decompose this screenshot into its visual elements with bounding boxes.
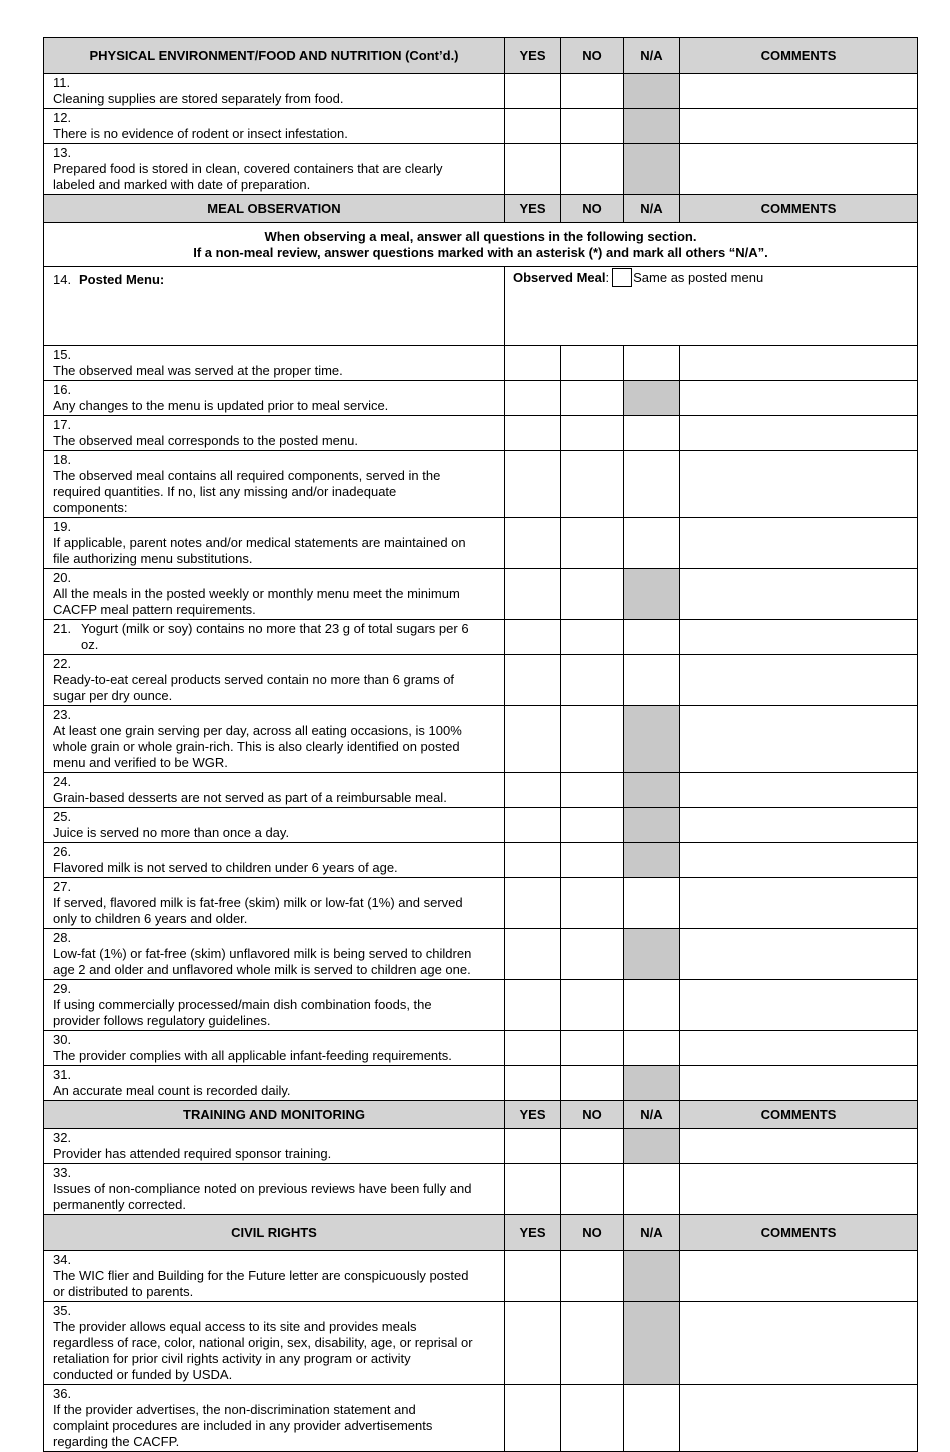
no-cell[interactable] xyxy=(561,1385,624,1452)
section-header-civil-rights xyxy=(44,1215,918,1251)
question-row-12 xyxy=(44,109,918,144)
no-cell[interactable] xyxy=(561,569,624,620)
question-number: 33. xyxy=(53,1165,72,1180)
na-cell[interactable] xyxy=(624,416,680,451)
question-row-22 xyxy=(44,655,918,706)
na-column-header: N/A xyxy=(624,1215,680,1251)
na-cell-shaded xyxy=(624,569,680,620)
question-number: 15. xyxy=(53,347,72,362)
question-number: 32. xyxy=(53,1130,72,1145)
question-row-33 xyxy=(44,1164,918,1215)
na-column-header: N/A xyxy=(624,38,680,74)
section-title: PHYSICAL ENVIRONMENT/FOOD AND NUTRITION (Cont’d.) xyxy=(44,38,505,74)
section-title: CIVIL RIGHTS xyxy=(44,1215,505,1251)
question-row-25 xyxy=(44,808,918,843)
question-number: 21. xyxy=(53,621,72,636)
yes-cell[interactable] xyxy=(505,569,561,620)
question-number: 20. xyxy=(53,570,72,585)
question-text: Flavored milk is not served to children under 6 years of age. xyxy=(53,860,398,875)
comments-cell[interactable] xyxy=(680,843,918,878)
question-row-21 xyxy=(44,620,918,655)
yes-column-header: YES xyxy=(505,1215,561,1251)
no-cell[interactable] xyxy=(561,1031,624,1066)
yes-column-header: YES xyxy=(505,1101,561,1129)
comments-cell[interactable] xyxy=(680,1129,918,1164)
section-header-training-monitoring xyxy=(44,1101,918,1129)
na-cell-shaded xyxy=(624,1251,680,1302)
question-text: If served, flavored milk is fat-free (skim) milk or low-fat (1%) and served only to children 6 years and older. xyxy=(53,895,463,926)
no-cell[interactable] xyxy=(561,655,624,706)
question-row-29 xyxy=(44,980,918,1031)
comments-cell[interactable] xyxy=(680,620,918,655)
na-cell[interactable] xyxy=(624,980,680,1031)
yes-cell[interactable] xyxy=(505,381,561,416)
comments-cell[interactable] xyxy=(680,706,918,773)
yes-cell[interactable] xyxy=(505,655,561,706)
na-cell[interactable] xyxy=(624,1031,680,1066)
no-cell[interactable] xyxy=(561,74,624,109)
question-number: 28. xyxy=(53,930,72,945)
comments-cell[interactable] xyxy=(680,346,918,381)
posted-menu-label: Posted Menu: xyxy=(79,272,165,287)
question-row-32 xyxy=(44,1129,918,1164)
question-number: 24. xyxy=(53,774,72,789)
no-cell[interactable] xyxy=(561,773,624,808)
question-number: 16. xyxy=(53,382,72,397)
posted-menu-field[interactable] xyxy=(44,267,505,346)
no-cell[interactable] xyxy=(561,518,624,569)
question-row-28 xyxy=(44,929,918,980)
question-row-14-posted-menu xyxy=(44,267,918,346)
section-title: TRAINING AND MONITORING xyxy=(44,1101,505,1129)
meal-instructions-row xyxy=(44,223,918,267)
yes-cell[interactable] xyxy=(505,1385,561,1452)
yes-cell[interactable] xyxy=(505,1164,561,1215)
question-text: Prepared food is stored in clean, covered containers that are clearly labeled and marked with date of preparation. xyxy=(53,161,443,192)
comments-cell[interactable] xyxy=(680,1031,918,1066)
question-row-19 xyxy=(44,518,918,569)
comments-column-header: COMMENTS xyxy=(680,1215,918,1251)
no-cell[interactable] xyxy=(561,451,624,518)
yes-cell[interactable] xyxy=(505,518,561,569)
question-number: 34. xyxy=(53,1252,72,1267)
yes-cell[interactable] xyxy=(505,346,561,381)
section-title: MEAL OBSERVATION xyxy=(44,195,505,223)
comments-column-header: COMMENTS xyxy=(680,38,918,74)
question-text: The provider allows equal access to its site and provides meals regardless of race, color, national origin, sex, disability, age, or reprisal or retaliation for prior civil rights activity in any program or activity conducted or funded by USDA. xyxy=(53,1319,473,1382)
comments-cell[interactable] xyxy=(680,518,918,569)
no-cell[interactable] xyxy=(561,144,624,195)
no-cell[interactable] xyxy=(561,878,624,929)
comments-cell[interactable] xyxy=(680,655,918,706)
question-number: 27. xyxy=(53,879,72,894)
comments-cell[interactable] xyxy=(680,773,918,808)
question-text: The observed meal was served at the proper time. xyxy=(53,363,343,378)
comments-cell[interactable] xyxy=(680,980,918,1031)
question-number: 30. xyxy=(53,1032,72,1047)
comments-cell[interactable] xyxy=(680,109,918,144)
no-cell[interactable] xyxy=(561,980,624,1031)
yes-cell[interactable] xyxy=(505,144,561,195)
question-row-34 xyxy=(44,1251,918,1302)
na-cell-shaded xyxy=(624,808,680,843)
question-text: If the provider advertises, the non-discrimination statement and complaint procedures are included in any provider advertisements regarding the CACFP. xyxy=(53,1402,433,1449)
question-row-27 xyxy=(44,878,918,929)
na-cell-shaded xyxy=(624,1302,680,1385)
na-cell-shaded xyxy=(624,381,680,416)
question-text: The WIC flier and Building for the Future letter are conspicuously posted or distributed to parents. xyxy=(53,1268,469,1299)
question-row-16 xyxy=(44,381,918,416)
yes-cell[interactable] xyxy=(505,929,561,980)
na-cell-shaded xyxy=(624,1066,680,1101)
question-text: If using commercially processed/main dish combination foods, the provider follows regulatory guidelines. xyxy=(53,997,432,1028)
observed-meal-label: Observed Meal xyxy=(513,270,606,285)
observed-meal-colon: : xyxy=(605,270,610,285)
na-column-header: N/A xyxy=(624,1101,680,1129)
question-text: Cleaning supplies are stored separately from food. xyxy=(53,91,344,106)
no-cell[interactable] xyxy=(561,1251,624,1302)
no-column-header: NO xyxy=(561,38,624,74)
question-text: An accurate meal count is recorded daily. xyxy=(53,1083,291,1098)
na-column-header: N/A xyxy=(624,195,680,223)
yes-cell[interactable] xyxy=(505,808,561,843)
question-number: 31. xyxy=(53,1067,72,1082)
section-header-meal-observation xyxy=(44,195,918,223)
question-text: If applicable, parent notes and/or medical statements are maintained on file authorizing menu substitutions. xyxy=(53,535,466,566)
question-text: There is no evidence of rodent or insect infestation. xyxy=(53,126,348,141)
question-number: 22. xyxy=(53,656,72,671)
question-number: 36. xyxy=(53,1386,72,1401)
na-cell-shaded xyxy=(624,773,680,808)
no-cell[interactable] xyxy=(561,808,624,843)
question-text: Issues of non-compliance noted on previous reviews have been fully and permanently corrected. xyxy=(53,1181,472,1212)
question-text: Juice is served no more than once a day. xyxy=(53,825,290,840)
question-text: Grain-based desserts are not served as part of a reimbursable meal. xyxy=(53,790,447,805)
yes-cell[interactable] xyxy=(505,1066,561,1101)
yes-cell[interactable] xyxy=(505,620,561,655)
no-cell[interactable] xyxy=(561,381,624,416)
na-cell[interactable] xyxy=(624,451,680,518)
yes-column-header: YES xyxy=(505,195,561,223)
na-cell-shaded xyxy=(624,74,680,109)
question-text: Provider has attended required sponsor training. xyxy=(53,1146,332,1161)
question-number: 14. xyxy=(53,272,72,287)
na-cell[interactable] xyxy=(624,1164,680,1215)
no-cell[interactable] xyxy=(561,1129,624,1164)
comments-cell[interactable] xyxy=(680,451,918,518)
no-cell[interactable] xyxy=(561,843,624,878)
question-text: Ready-to-eat cereal products served contain no more than 6 grams of sugar per dry ounce. xyxy=(53,672,455,703)
comments-cell[interactable] xyxy=(680,1302,918,1385)
question-number: 13. xyxy=(53,145,72,160)
comments-cell[interactable] xyxy=(680,569,918,620)
question-number: 19. xyxy=(53,519,72,534)
yes-cell[interactable] xyxy=(505,1302,561,1385)
question-number: 25. xyxy=(53,809,72,824)
review-checklist-table xyxy=(43,37,918,1452)
question-row-26 xyxy=(44,843,918,878)
yes-cell[interactable] xyxy=(505,1251,561,1302)
comments-cell[interactable] xyxy=(680,1385,918,1452)
same-as-posted-checkbox[interactable] xyxy=(612,268,632,287)
comments-cell[interactable] xyxy=(680,929,918,980)
no-cell[interactable] xyxy=(561,620,624,655)
question-text: The observed meal contains all required components, served in the required quantities. If no, list any missing and/or inadequate components: xyxy=(53,468,441,515)
no-column-header: NO xyxy=(561,1101,624,1129)
question-row-23 xyxy=(44,706,918,773)
question-number: 26. xyxy=(53,844,72,859)
yes-cell[interactable] xyxy=(505,451,561,518)
question-row-35 xyxy=(44,1302,918,1385)
section-header-physical-environment xyxy=(44,38,918,74)
na-cell[interactable] xyxy=(624,1385,680,1452)
na-cell-shaded xyxy=(624,109,680,144)
na-cell-shaded xyxy=(624,1129,680,1164)
no-column-header: NO xyxy=(561,195,624,223)
question-row-20 xyxy=(44,569,918,620)
na-cell[interactable] xyxy=(624,346,680,381)
na-cell-shaded xyxy=(624,706,680,773)
question-row-31 xyxy=(44,1066,918,1101)
na-cell-shaded xyxy=(624,843,680,878)
question-text: The provider complies with all applicable infant-feeding requirements. xyxy=(53,1048,452,1063)
question-row-17 xyxy=(44,416,918,451)
no-cell[interactable] xyxy=(561,1164,624,1215)
instruction-line-1: When observing a meal, answer all questions in the following section. xyxy=(264,228,697,244)
na-cell-shaded xyxy=(624,929,680,980)
no-cell[interactable] xyxy=(561,416,624,451)
same-as-posted-label: Same as posted menu xyxy=(633,270,764,285)
question-number: 17. xyxy=(53,417,72,432)
question-row-15 xyxy=(44,346,918,381)
yes-cell[interactable] xyxy=(505,416,561,451)
question-row-13 xyxy=(44,144,918,195)
yes-cell[interactable] xyxy=(505,980,561,1031)
yes-cell[interactable] xyxy=(505,74,561,109)
yes-cell[interactable] xyxy=(505,109,561,144)
no-cell[interactable] xyxy=(561,109,624,144)
question-row-30 xyxy=(44,1031,918,1066)
comments-cell[interactable] xyxy=(680,381,918,416)
question-row-18 xyxy=(44,451,918,518)
no-column-header: NO xyxy=(561,1215,624,1251)
question-text: At least one grain serving per day, across all eating occasions, is 100% whole grain or whole grain-rich. This is also clearly identified on posted menu and verified to be WGR. xyxy=(53,723,462,770)
comments-cell[interactable] xyxy=(680,1251,918,1302)
no-cell[interactable] xyxy=(561,1066,624,1101)
comments-cell[interactable] xyxy=(680,1066,918,1101)
comments-cell[interactable] xyxy=(680,1164,918,1215)
yes-cell[interactable] xyxy=(505,878,561,929)
comments-cell[interactable] xyxy=(680,416,918,451)
question-row-36 xyxy=(44,1385,918,1452)
question-number: 11. xyxy=(53,75,71,90)
question-number: 35. xyxy=(53,1303,72,1318)
comments-column-header: COMMENTS xyxy=(680,195,918,223)
question-row-11 xyxy=(44,74,918,109)
yes-cell[interactable] xyxy=(505,843,561,878)
na-cell-shaded xyxy=(624,144,680,195)
comments-cell[interactable] xyxy=(680,808,918,843)
comments-cell[interactable] xyxy=(680,878,918,929)
no-cell[interactable] xyxy=(561,346,624,381)
no-cell[interactable] xyxy=(561,929,624,980)
comments-cell[interactable] xyxy=(680,144,918,195)
na-cell[interactable] xyxy=(624,878,680,929)
yes-cell[interactable] xyxy=(505,1031,561,1066)
na-cell[interactable] xyxy=(624,655,680,706)
question-row-24 xyxy=(44,773,918,808)
instruction-line-2: If a non-meal review, answer questions marked with an asterisk (*) and mark all others “N/A”. xyxy=(193,244,768,260)
na-cell[interactable] xyxy=(624,620,680,655)
yes-cell[interactable] xyxy=(505,773,561,808)
no-cell[interactable] xyxy=(561,1302,624,1385)
yes-cell[interactable] xyxy=(505,706,561,773)
no-cell[interactable] xyxy=(561,706,624,773)
na-cell[interactable] xyxy=(624,518,680,569)
observed-meal-field[interactable] xyxy=(505,267,918,346)
question-text: The observed meal corresponds to the posted menu. xyxy=(53,433,358,448)
question-number: 12. xyxy=(53,110,72,125)
question-text: All the meals in the posted weekly or monthly menu meet the minimum CACFP meal pattern requirements. xyxy=(53,586,460,617)
comments-column-header: COMMENTS xyxy=(680,1101,918,1129)
comments-cell[interactable] xyxy=(680,74,918,109)
question-number: 23. xyxy=(53,707,72,722)
yes-column-header: YES xyxy=(505,38,561,74)
yes-cell[interactable] xyxy=(505,1129,561,1164)
question-number: 29. xyxy=(53,981,72,996)
question-text: Low-fat (1%) or fat-free (skim) unflavored milk is being served to children age 2 and older and unflavored whole milk is served to children age one. xyxy=(53,946,472,977)
question-text: Yogurt (milk or soy) contains no more that 23 g of total sugars per 6 oz. xyxy=(81,621,469,652)
question-number: 18. xyxy=(53,452,72,467)
question-text: Any changes to the menu is updated prior to meal service. xyxy=(53,398,389,413)
